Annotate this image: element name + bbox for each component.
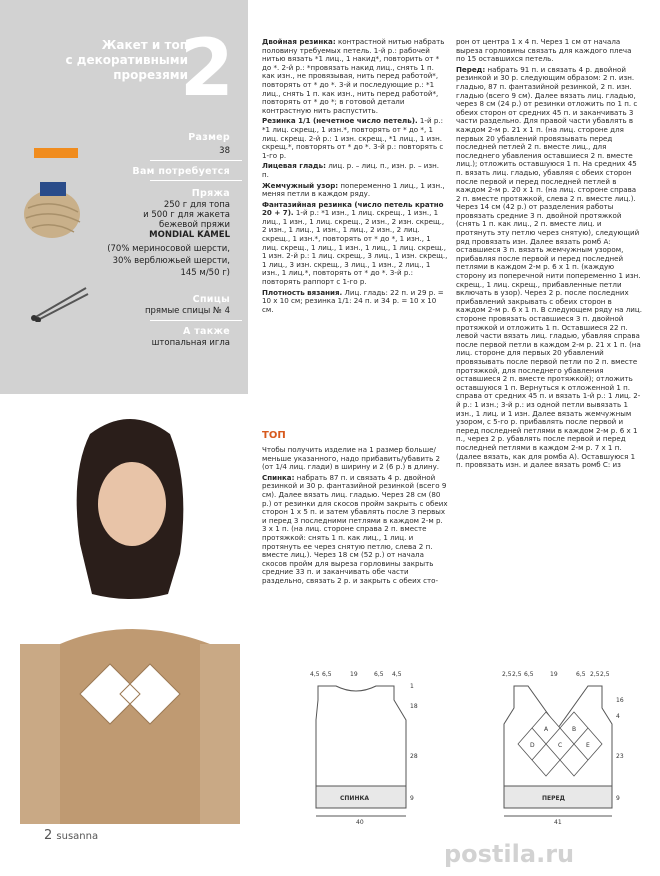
divider <box>150 160 242 161</box>
yarn-line: и 500 г для жакета <box>143 210 230 220</box>
dim-label: 6,5 <box>524 671 534 678</box>
para-label: Лицевая гладь: <box>262 161 326 171</box>
dim-label: 16 <box>616 697 624 704</box>
yarn-label: Пряжа <box>191 188 230 199</box>
needles-label: Спицы <box>192 294 230 305</box>
para-label: Резинка 1/1 (нечетное число петель). <box>262 116 418 126</box>
para-text: рон от центра 1 х 4 п. Через 1 см от начала выреза горловины связать для каждого плеча по 15 оставшихся петель. <box>456 37 632 64</box>
rhomb-label: B <box>572 726 577 733</box>
para-text: контрастной нитью набрать половину требуемых петель. 1-й р.: рабочей нитью вязать *1 лиц., 1 накид*, повторить от * до *. 2-й р.: *провязать накид лиц., снять 1 п. как изн., не провязывая, нить перед работой*, повторять от * до *. 3-й и последующие р.: *1 лиц., снять 1 п. как изн., нить перед работой*, повторять от * до *; в готовой детали контрастную нить распустить. <box>262 37 445 115</box>
dim-label: 41 <box>554 819 562 826</box>
instructions-column-2 <box>456 38 642 472</box>
diagram-label: ПЕРЕД <box>542 795 565 802</box>
dim-label: 1 <box>410 683 414 690</box>
dim-label: 40 <box>356 819 364 826</box>
materials-label: Вам потребуется <box>132 166 230 177</box>
para-text: Чтобы получить изделие на 1 размер больше/меньше указанного, надо прибавить/убавить 2 (от 1/4 лиц. глади) в ширину и 2 (6 р.) в длину. <box>262 445 441 472</box>
para-text: лиц. р. – лиц. п., изн. р. – изн. п. <box>262 161 440 179</box>
para-text: попеременно 1 лиц., 1 изн., меняя петли в каждом ряду. <box>262 180 445 199</box>
diagram-label: СПИНКА <box>340 795 370 802</box>
dim-label: 4 <box>616 713 620 720</box>
yarn-ball-icon <box>18 178 86 240</box>
yarn-line: 250 г для топа <box>163 200 230 210</box>
divider <box>150 180 242 181</box>
para-label: Фантазийная резинка (число петель кратно 20 + 7). <box>262 199 444 218</box>
dim-label: 2,5 <box>512 671 522 678</box>
dim-label: 4,5 <box>310 671 320 678</box>
instructions-column-1-bottom <box>262 446 448 588</box>
dim-label: 23 <box>616 753 624 760</box>
title-line-1: Жакет и топ <box>101 38 188 52</box>
rhomb-label: C <box>558 742 563 749</box>
page-footer <box>44 828 98 843</box>
size-label: Размер <box>188 132 230 143</box>
dim-label: 2,5 <box>590 671 600 678</box>
front-schematic <box>496 668 636 828</box>
dim-label: 6,5 <box>576 671 586 678</box>
para-label: Плотность вязания. <box>262 287 343 297</box>
also-label: А также <box>182 326 230 337</box>
dim-label: 28 <box>410 753 418 760</box>
instructions-column-1 <box>262 38 448 316</box>
page-number: 2 <box>44 828 53 843</box>
model-number: 2 <box>179 24 234 114</box>
size-value: 38 <box>219 146 230 156</box>
yarn-line: 30% верблюжьей шерсти, <box>112 256 230 266</box>
dim-label: 18 <box>410 703 418 710</box>
needles-value: прямые спицы № 4 <box>144 306 230 316</box>
dim-label: 6,5 <box>322 671 332 678</box>
yarn-line: 145 м/50 г) <box>180 268 230 278</box>
dim-label: 9 <box>410 795 414 802</box>
color-swatch <box>34 148 78 158</box>
dim-label: 2,5 <box>502 671 512 678</box>
sidebar-panel <box>0 0 248 420</box>
para-text: набрать 91 п. и связать 4 р. двойной резинкой и 30 р. следующим образом: 2 п. изн. гладью, 87 п. фантазийной резинкой, 2 п. изн. гладью (всего 9 см). Далее вязать лиц. гладью, через 8 см (24 р.) от резинки отложить по 1 п. с обеих сторон от средних 45 п. и заканчивать 3 части раздельно. Для правой части убавлять в каждом 2-м р. 21 х 1 п. (на лиц. стороне для первых 20 убавлений провязывать перед последней петлей 2 п. вместе лиц., для последнего убавления оставшиеся 2 п. вместе лиц.); отложить оставшуюся 1 п. На средних 45 п. вязать лиц. гладью, убавляя с обеих сторон после первой и перед последней петлей в каждом 2-м р. 20 х 1 п. (на лиц. стороне справа 2 п. вместе протяжкой, слева 2 п. вместе лиц.). Через 14 см (42 р.) от разделения работы провязать средние 3 п. двойной протяжкой (снять 1 п. как лиц., 2 п. вместе лиц. и протянуть эту петлю через снятую), следующий ряд провязать изн. Далее вязать ромб А: оставшиеся 3 п. вязать жемчужным узором, прибавляя после первой и перед последней петлями в каждом 2-м р. 6 х 1 п. (каждую сторону из поперечной нити попеременно 1 изн. скрещ., 1 лиц. скрещ., прибавленные петли включать в узор). Через 2 р. после последних прибавлений закрывать с обеих сторон в каждом 2-м р. 6 х 1 п. В следующем ряду на лиц. стороне провязать оставшиеся 3 п. двойной протяжкой и отложить 1 п. Оставшиеся 22 п. левой части вязать лиц. гладью, убавляя справа после первой петли в каждом 2-м р. 21 х 1 п. (на лиц. стороне для первых 20 убавлений провязывать после первой петли по 2 п. вместе протяжкой, для последнего убавления оставшиеся 2 п. вместе протяжкой); отложить оставшуюся 1 п. Вернуться к отложенной 1 п. справа от средних 45 п. и вязать 1-й р.: 1 лиц. 2-й р.: 1 изн.; 3-й р.: из одной петли вывязать 1 изн., 1 лиц. и 1 изн. Далее вязать жемчужным узором, с 5-го р. прибавлять после первой и перед последней петлями в каждом 2-м р. 6 х 1 п., через 2 р. убавлять после первой и перед последней петлями в каждом 2-м р. 7 х 1 п. (далее вязать, как для ромба А). Оставшуюся 1 п. провязать изн. и далее вязать ромб С: из <box>456 64 642 470</box>
model-photo <box>0 394 252 838</box>
title-line-2: с декоративными <box>65 53 188 67</box>
para-text: набрать 87 п. и связать 4 р. двойной резинкой и 30 р. фантазийной резинкой (всего 9 см). Далее вязать лиц. гладью. Через 28 см (80 р.) от резинки для скосов пройм закрыть с обеих сторон 1 х 5 п. и затем убавлять после 3 первых и перед 3 последними петлями в каждом 2-м р. 3 х 1 п. (на лиц. стороне справа 2 п. вместе протяжкой: снять 1 п. как лиц., 1 лиц. и протянуть ее через снятую петлю, слева 2 п. вместе лиц.). Через 18 см (52 р.) от начала скосов пройм для выреза горловины закрыть средние 33 п. и заканчивать обе части раздельно, связать 2 р. и закрыть с обеих сто- <box>262 472 448 585</box>
dim-label: 6,5 <box>374 671 384 678</box>
dim-label: 19 <box>350 671 358 678</box>
dim-label: 9 <box>616 795 620 802</box>
yarn-line: бежевой пряжи <box>158 220 230 230</box>
rhomb-label: E <box>586 742 590 749</box>
para-label: Двойная резинка: <box>262 37 336 46</box>
title-box <box>0 24 248 116</box>
page-title <box>18 38 188 83</box>
title-line-3: прорезями <box>113 68 188 82</box>
section-heading: ТОП <box>262 430 286 441</box>
dim-label: 2,5 <box>600 671 610 678</box>
also-value: штопальная игла <box>151 338 230 348</box>
rhomb-label: D <box>530 742 535 749</box>
para-label: Жемчужный узор: <box>262 180 339 190</box>
para-label: Спинка: <box>262 472 295 482</box>
watermark: postila.ru <box>444 840 575 868</box>
back-schematic <box>296 668 426 828</box>
dim-label: 19 <box>550 671 558 678</box>
brand-name: susanna <box>56 831 99 842</box>
para-text: 1-й р.: *1 лиц. скрещ., 1 изн.*, повторять от * до *, 1 лиц. скрещ. 2-й р.: 1 изн. скрещ., *1 лиц., 1 изн. скрещ.*, повторять от * до *. 3-й р.: повторять с 1-го р. <box>262 116 444 160</box>
para-text: Лиц. гладь: 22 п. и 29 р. = 10 х 10 см; резинка 1/1: 24 п. и 34 р. = 10 х 10 см. <box>262 287 444 314</box>
para-text: 1-й р.: *1 изн., 1 лиц. скрещ., 1 изн., 1 лиц., 1 изн., 1 лиц. скрещ., 2 изн., 2 изн. скрещ., 2 изн., 1 лиц., 1 изн., 1 лиц., 2 изн., 2 лиц. скрещ., 1 изн.*, повторять от * до *, 1 изн., 1 лиц. скрещ., 1 лиц., 1 изн., 1 лиц., 1 лиц. скрещ., 1 изн. 2-й р.: 1 лиц. скрещ., 3 лиц., 1 изн. скрещ., 1 лиц., 3 изн. скрещ., 3 лиц., 1 изн., 2 лиц., 1 изн., 1 лиц.*, повторять от * до *. 3-й р.: повторять раппорт с 1-го р. <box>262 208 448 287</box>
yarn-line: (70% мериносовой шерсти, <box>107 244 230 254</box>
dim-label: 4,5 <box>392 671 402 678</box>
para-label: Перед: <box>456 64 486 74</box>
rhomb-label: A <box>544 726 549 733</box>
divider <box>150 320 242 321</box>
yarn-brand: MONDIAL KAMEL <box>149 230 230 240</box>
knitting-needles-icon <box>30 282 90 322</box>
